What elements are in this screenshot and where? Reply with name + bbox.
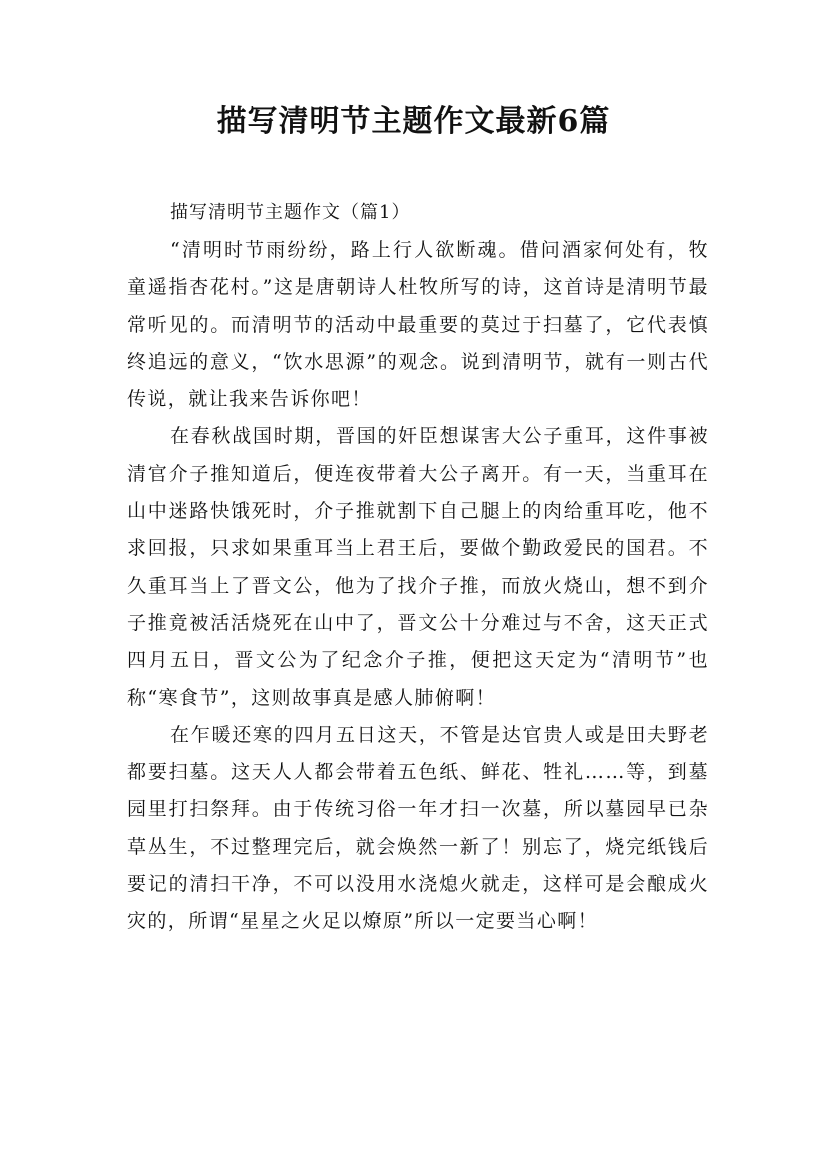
document-title: 描写清明节主题作文最新6篇 xyxy=(216,104,611,139)
paragraph: 在春秋战国时期，晋国的奸臣想谋害大公子重耳，这件事被清官介子推知道后，便连夜带着大公子离开。有一天，当重耳在山中迷路快饿死时，介子推就割下自己腿上的肉给重耳吃，他不求回报，只求如果重耳当上君王后，要做个勤政爱民的国君。不久重耳当上了晋文公，他为了找介子推，而放火烧山，想不到介子推竟被活活烧死在山中了，晋文公十分难过与不舍，这天正式四月五日，晋文公为了纪念介子推，便把这天定为“清明节”也称“寒食节”，这则故事真是感人肺俯啊！ xyxy=(127,425,709,709)
section-heading: 描写清明节主题作文（篇1） xyxy=(170,202,411,223)
article-body xyxy=(127,232,709,941)
paragraph: 在乍暖还寒的四月五日这天，不管是达官贵人或是田夫野老都要扫墓。这天人人都会带着五色纸、鲜花、牲礼……等，到墓园里打扫祭拜。由于传统习俗一年才扫一次墓，所以墓园早已杂草丛生，不过整理完后，就会焕然一新了！别忘了，烧完纸钱后要记的清扫干净，不可以没用水浇熄火就走，这样可是会酿成火灾的，所谓“星星之火足以燎原”所以一定要当心啊！ xyxy=(127,723,709,933)
paragraph: “清明时节雨纷纷，路上行人欲断魂。借问酒家何处有，牧童遥指杏花村。”这是唐朝诗人杜牧所写的诗，这首诗是清明节最常听见的。而清明节的活动中最重要的莫过于扫墓了，它代表慎终追远的意义，“饮水思源”的观念。说到清明节，就有一则古代传说，就让我来告诉你吧！ xyxy=(127,239,709,411)
